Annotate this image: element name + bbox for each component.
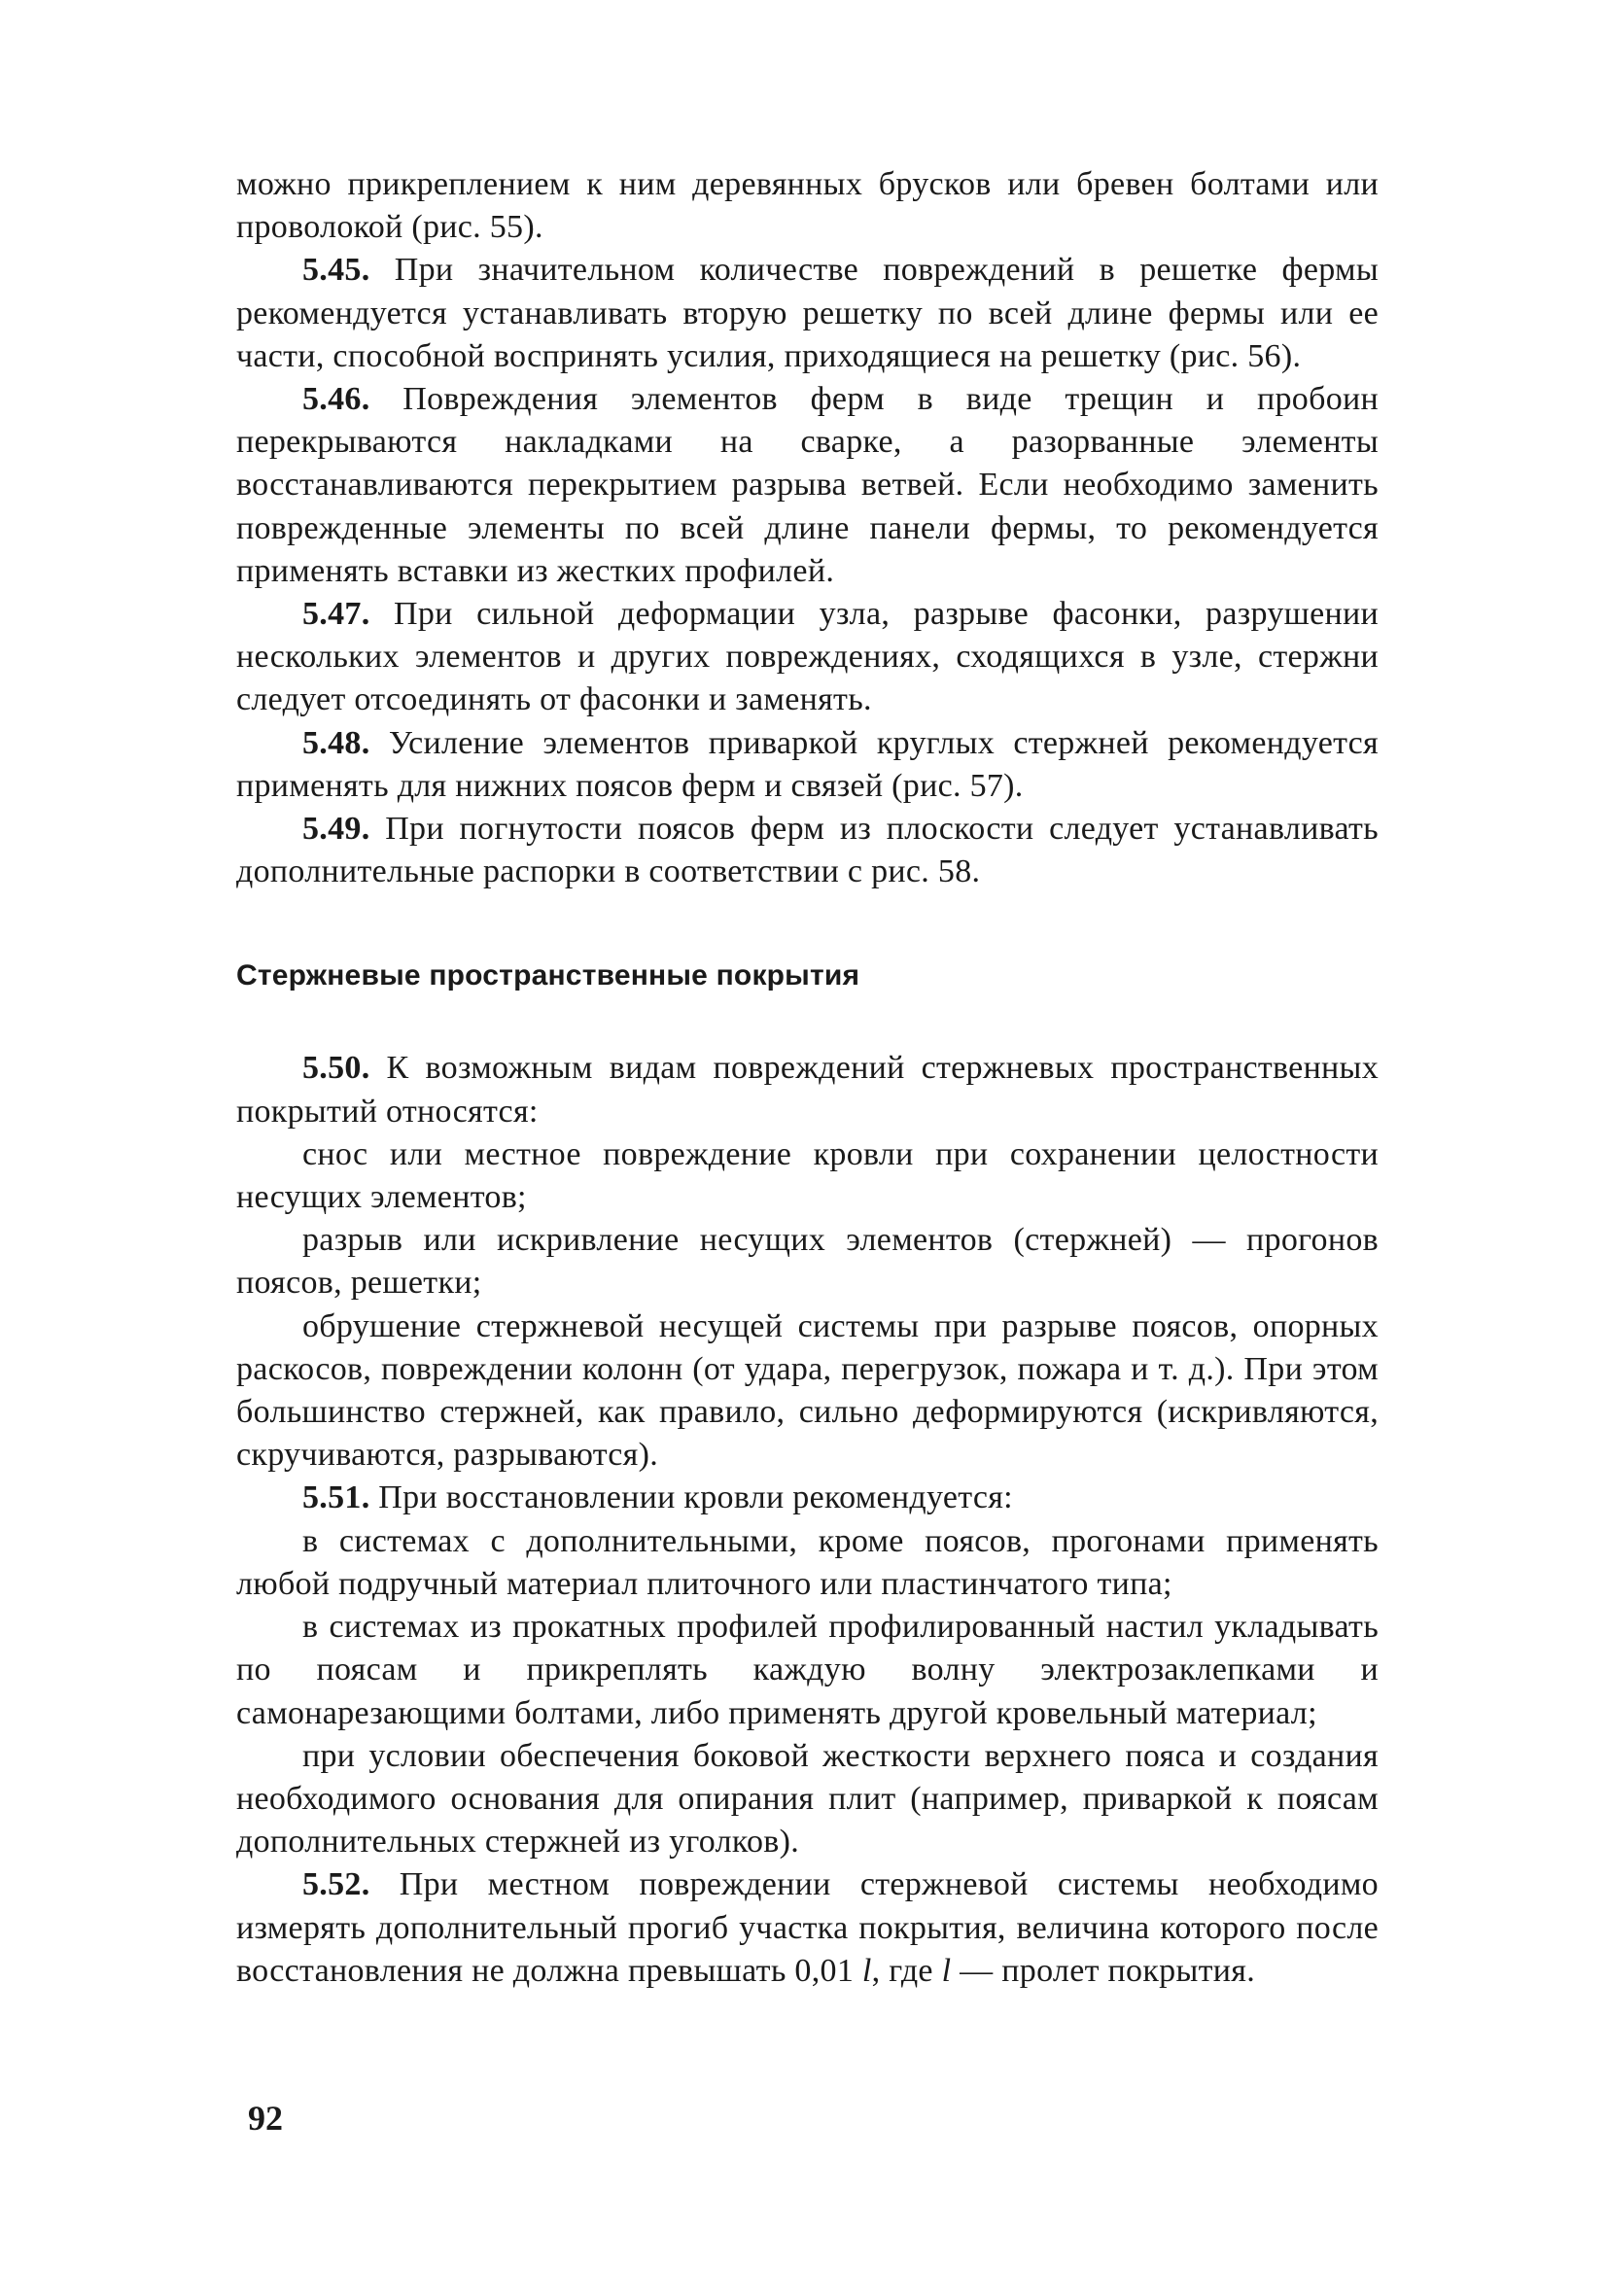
paragraph-5-47 <box>236 593 1379 722</box>
span-variable: l <box>861 1952 872 1989</box>
paragraph-5-45 <box>236 249 1379 378</box>
paragraph-5-48 <box>236 722 1379 808</box>
clause-number: 5.46. <box>302 381 370 418</box>
paragraph-text: При сильной деформации узла, разрыве фасонки, разрушении нескольких элементов и других повреждениях, сходящихся в узле, стержни следует отсоединять от фасонки и заменять. <box>236 596 1379 718</box>
clause-number: 5.51. <box>302 1479 370 1516</box>
paragraph-text-middle: , где <box>871 1952 942 1989</box>
list-item-purlin-systems <box>236 1520 1379 1606</box>
paragraph-text: При погнутости поясов ферм из плоскости следует устанавливать дополнительные распорки в соответствии с рис. 58. <box>236 811 1379 890</box>
section-heading: Стержневые пространственные покрытия <box>236 959 860 992</box>
list-item-lateral-stiffness <box>236 1735 1379 1864</box>
paragraph-text: К возможным видам повреждений стержневых пространственных покрытий относятся: <box>236 1050 1379 1130</box>
paragraph-5-49 <box>236 808 1379 893</box>
clause-number: 5.48. <box>302 724 370 761</box>
paragraph-text: При значительном количестве повреждений в решетке фермы рекомендуется устанавливать вторую решетку по всей длине фермы или ее части, способной воспринять усилия, приходящиеся на решетку (рис. 56). <box>236 252 1379 374</box>
clause-number: 5.52. <box>302 1866 370 1903</box>
paragraph-text: в системах из прокатных профилей профилированный настил укладывать по поясам и прикреплять каждую волну электрозаклепками и самонарезающими болтами, либо применять другой кровельный материал; <box>236 1609 1379 1731</box>
clause-number: 5.47. <box>302 596 370 633</box>
span-variable: l <box>941 1952 952 1989</box>
paragraph-text: При восстановлении кровли рекомендуется: <box>369 1479 1013 1516</box>
paragraph-text-after: — пролет покрытия. <box>951 1952 1255 1989</box>
list-item-member-rupture <box>236 1219 1379 1305</box>
paragraph-text: разрыв или искривление несущих элементов (стержней) — прогонов поясов, решетки; <box>236 1222 1379 1302</box>
paragraph-text: Усиление элементов приваркой круглых стержней рекомендуется применять для нижних поясов ферм и связей (рис. 57). <box>236 724 1379 804</box>
paragraph-text: при условии обеспечения боковой жесткости верхнего пояса и создания необходимого основания для опирания плит (например, приваркой к поясам дополнительных стержней из уголков). <box>236 1737 1379 1861</box>
list-item-system-collapse <box>236 1305 1379 1478</box>
paragraph-text: можно прикреплением к ним деревянных брусков или бревен болтами или проволокой (рис. 55). <box>236 166 1379 246</box>
list-item-roof-damage <box>236 1133 1379 1219</box>
paragraph-continuation <box>236 163 1379 249</box>
paragraph-5-51 <box>236 1477 1379 1519</box>
page-body <box>236 163 1379 2224</box>
paragraph-text-before: При местном повреждении стержневой системы необходимо измерять дополнительный прогиб участка покрытия, величина которого после восстановления не должна превышать 0,01 <box>236 1866 1379 1989</box>
paragraph-text: в системах с дополнительными, кроме поясов, прогонами применять любой подручный материал плиточного или пластинчатого типа; <box>236 1522 1379 1602</box>
paragraph-5-46 <box>236 378 1379 593</box>
page-number: 92 <box>248 2099 283 2138</box>
paragraph-text: обрушение стержневой несущей системы при разрыве поясов, опорных раскосов, повреждении колонн (от удара, перегрузок, пожара и т. д.). При этом большинство стержней, как правило, сильно деформируются (искривляются, скручиваются, разрываются). <box>236 1307 1379 1474</box>
list-item-rolled-profile-systems <box>236 1606 1379 1735</box>
clause-number: 5.45. <box>302 252 370 289</box>
paragraph-5-52 <box>236 1863 1379 1993</box>
clause-number: 5.50. <box>302 1050 370 1087</box>
clause-number: 5.49. <box>302 811 370 848</box>
paragraph-5-50 <box>236 1047 1379 1132</box>
paragraph-text: снос или местное повреждение кровли при сохранении целостности несущих элементов; <box>236 1135 1379 1216</box>
paragraph-text: Повреждения элементов ферм в виде трещин и пробоин перекрываются накладками на сварке, а разорванные элементы восстанавливаются перекрытием разрыва ветвей. Если необходимо заменить поврежденные элементы по всей длине панели фермы, то рекомендуется применять вставки из жестких профилей. <box>236 381 1379 589</box>
